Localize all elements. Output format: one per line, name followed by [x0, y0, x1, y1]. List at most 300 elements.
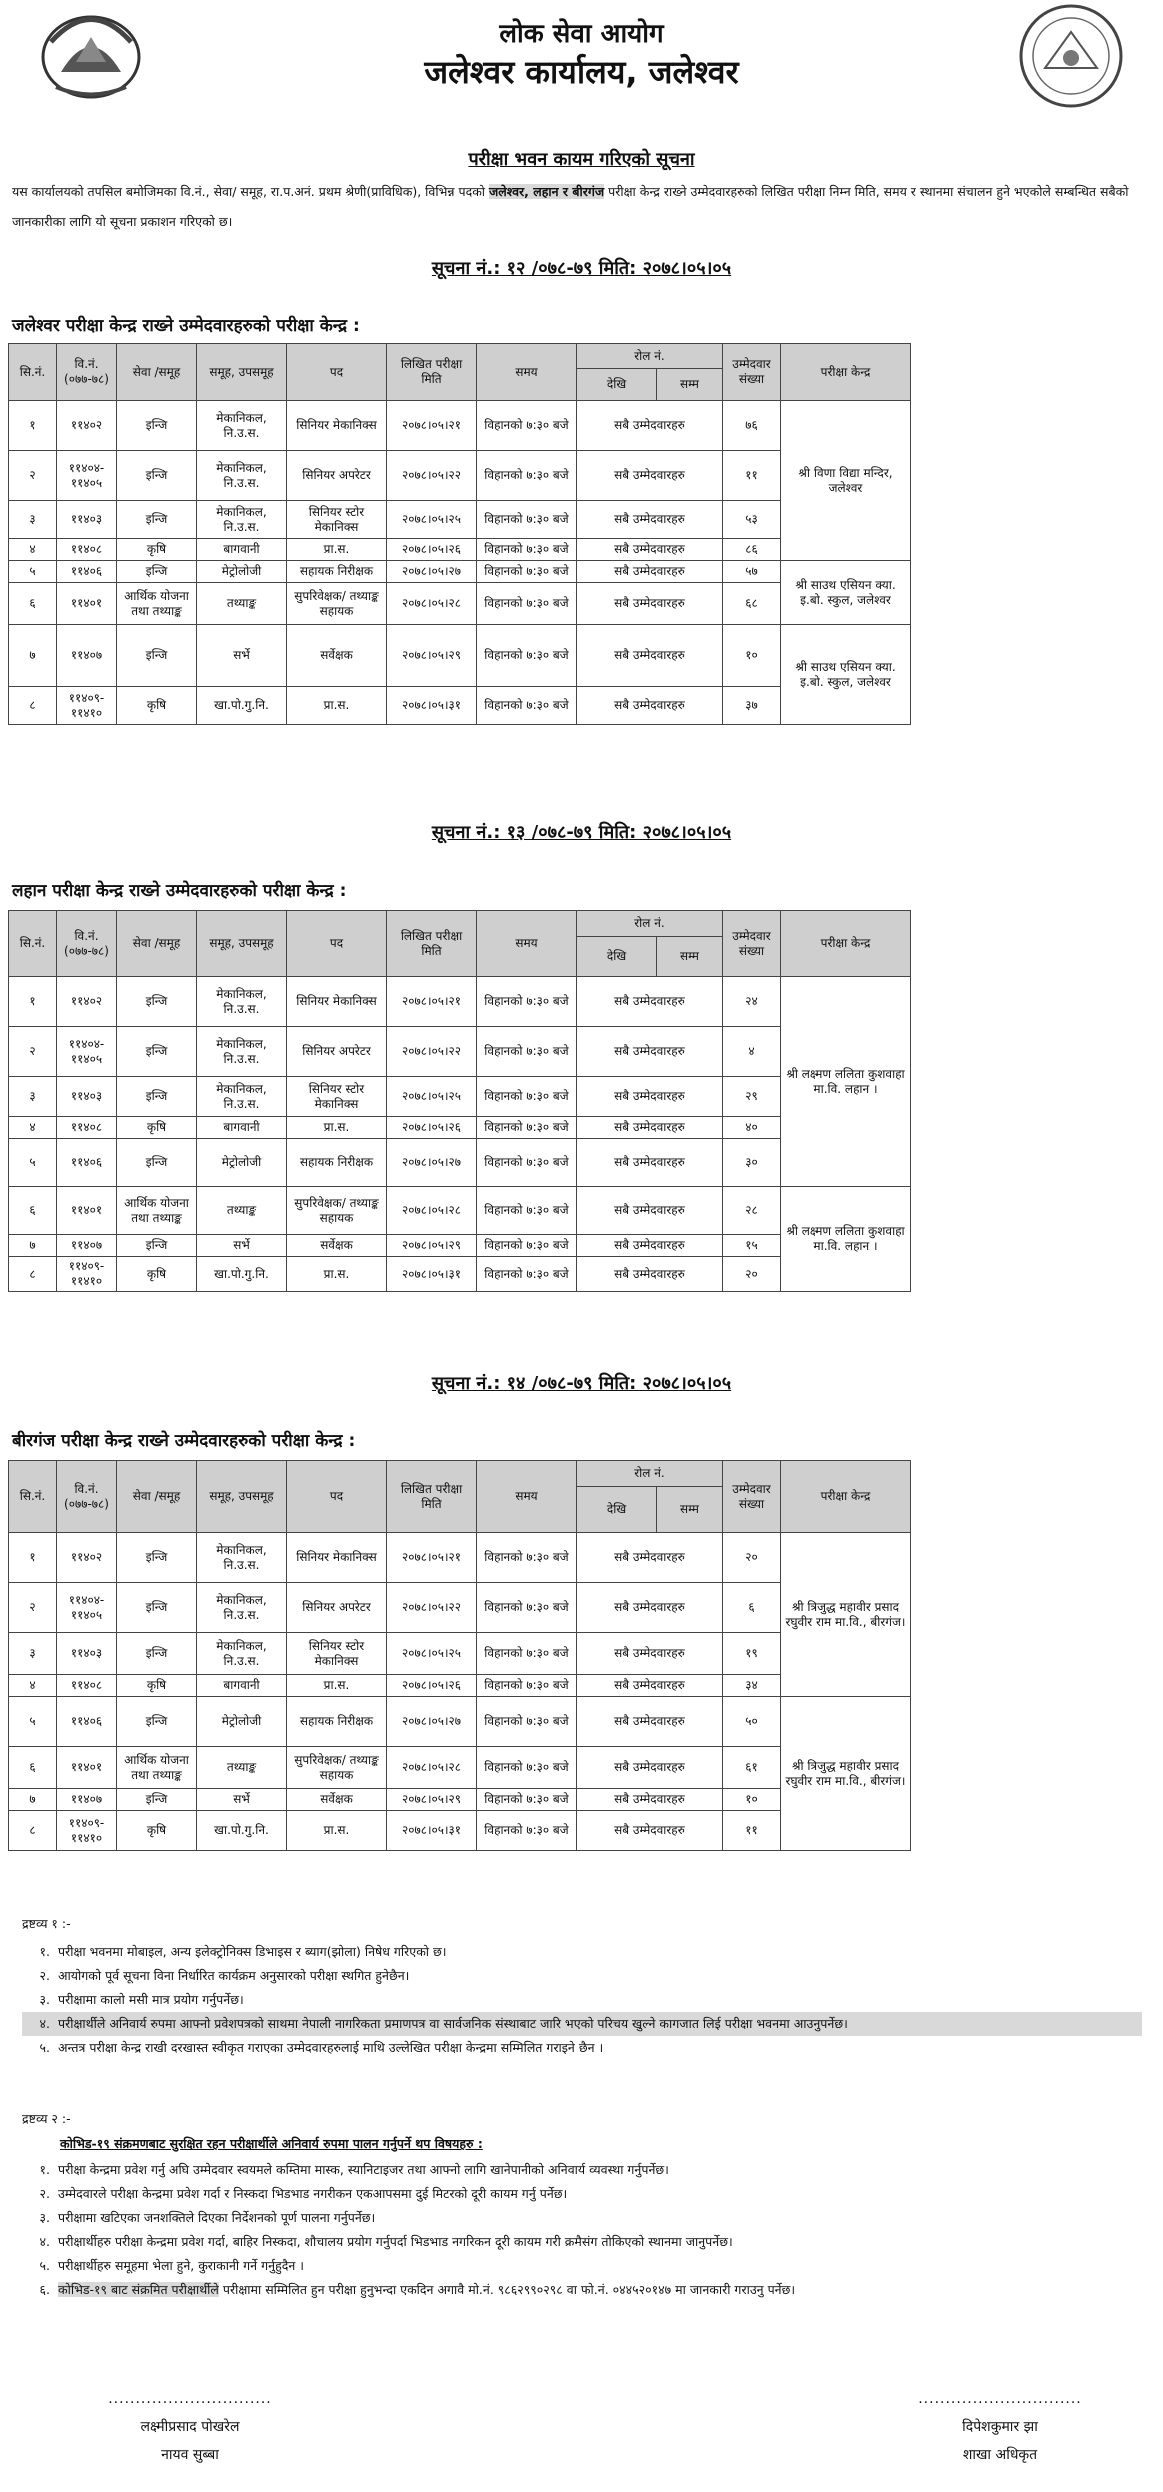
psc-seal-icon	[1015, 2, 1127, 110]
table-row	[9, 1697, 911, 1747]
notes-2-title: द्रष्टव्य २ :-	[22, 2111, 71, 2126]
cell-group: खा.पो.गु.नि.	[197, 1257, 287, 1292]
cell-count: २८	[723, 1187, 781, 1235]
note-item	[22, 1940, 1142, 1964]
cell-time: विहानको ७:३० बजे	[477, 1117, 577, 1139]
cell-post: सिनियर अपरेटर	[287, 1027, 387, 1077]
cell-date: २०७८।०५।२९	[387, 1789, 477, 1811]
header-service: सेवा /समूह	[117, 344, 197, 401]
note-text: परीक्षामा कालो मसी मात्र प्रयोग गर्नुपर्नेछ।	[58, 1992, 244, 2007]
table-row	[9, 1583, 911, 1633]
cell-service: इन्जि	[117, 561, 197, 583]
cell-service: इन्जि	[117, 1027, 197, 1077]
cell-group: बागवानी	[197, 1117, 287, 1139]
cell-count: ८६	[723, 539, 781, 561]
cell-roll: सबै उम्मेदवारहरु	[577, 561, 723, 583]
cell-roll: सबै उम्मेदवारहरु	[577, 1811, 723, 1851]
header-center: परीक्षा केन्द्र	[781, 1461, 911, 1533]
note-item	[22, 1964, 1142, 1988]
cell-date: २०७८।०५।२८	[387, 1187, 477, 1235]
cell-time: विहानको ७:३० बजे	[477, 401, 577, 451]
cell-sn: २	[9, 1027, 57, 1077]
table-row	[9, 539, 911, 561]
header-count: उम्मेदवार संख्या	[723, 911, 781, 977]
notice-number-3: सूचना नं.: १४ /०७८-७९ मिति: २०७८।०५।०५	[431, 1373, 732, 1394]
cell-group: मेट्रोलोजी	[197, 1697, 287, 1747]
cell-sn: ७	[9, 1789, 57, 1811]
cell-roll: सबै उम्मेदवारहरु	[577, 1027, 723, 1077]
cell-roll: सबै उम्मेदवारहरु	[577, 1583, 723, 1633]
cell-sn: ५	[9, 561, 57, 583]
note-text: परीक्षार्थीहरु समूहमा भेला हुने, कुराकानी गर्ने गर्नुहुदैन ।	[58, 2258, 304, 2273]
header-roll: रोल नं.	[577, 1461, 723, 1487]
cell-post: सिनियर मेकानिक्स	[287, 977, 387, 1027]
cell-exam-center: श्री त्रिजुद्ध महावीर प्रसाद रघुवीर राम मा.वि., बीरगंज।	[781, 1533, 911, 1697]
cell-sn: १	[9, 1533, 57, 1583]
table-row	[9, 1747, 911, 1789]
cell-post: प्रा.स.	[287, 1257, 387, 1292]
cell-sn: ७	[9, 1235, 57, 1257]
notice-number-2: सूचना नं.: १३ /०७८-७९ मिति: २०७८।०५।०५	[431, 822, 732, 843]
cell-sn: ३	[9, 1077, 57, 1117]
cell-time: विहानको ७:३० बजे	[477, 1139, 577, 1187]
cell-time: विहानको ७:३० बजे	[477, 977, 577, 1027]
header-adv: वि.नं. (०७७-७८)	[57, 1461, 117, 1533]
table-row	[9, 977, 911, 1027]
letterhead	[0, 0, 1163, 110]
cell-adv: ११४०१	[57, 583, 117, 625]
signatory-name: लक्ष्मीप्रसाद पोखरेल	[140, 2419, 240, 2435]
table-row	[9, 687, 911, 725]
cell-date: २०७८।०५।२६	[387, 539, 477, 561]
cell-adv: ११४०९- ११४१०	[57, 1257, 117, 1292]
cell-date: २०७८।०५।२९	[387, 1235, 477, 1257]
cell-date: २०७८।०५।२८	[387, 583, 477, 625]
cell-adv: ११४०७	[57, 625, 117, 687]
org-name: लोक सेवा आयोग	[499, 19, 664, 49]
cell-group: मेकानिकल, नि.उ.स.	[197, 1077, 287, 1117]
header-count: उम्मेदवार संख्या	[723, 1461, 781, 1533]
cell-date: २०७८।०५।२२	[387, 1583, 477, 1633]
table-row	[9, 451, 911, 501]
cell-roll: सबै उम्मेदवारहरु	[577, 1077, 723, 1117]
cell-roll: सबै उम्मेदवारहरु	[577, 451, 723, 501]
table-row	[9, 625, 911, 687]
table-row	[9, 1235, 911, 1257]
header-center: परीक्षा केन्द्र	[781, 911, 911, 977]
cell-count: ३७	[723, 687, 781, 725]
note-item	[22, 2254, 1142, 2278]
cell-count: १९	[723, 1633, 781, 1675]
header-group: समूह, उपसमूह	[197, 344, 287, 401]
note-item	[22, 2158, 1142, 2182]
cell-roll: सबै उम्मेदवारहरु	[577, 401, 723, 451]
header-roll-to: सम्म	[657, 369, 723, 401]
cell-post: प्रा.स.	[287, 1675, 387, 1697]
cell-service: कृषि	[117, 687, 197, 725]
header-post: पद	[287, 1461, 387, 1533]
cell-service: इन्जि	[117, 1583, 197, 1633]
cell-count: ४	[723, 1027, 781, 1077]
notice-number-1: सूचना नं.: १२ /०७८-७९ मिति: २०७८।०५।०५	[431, 258, 732, 279]
cell-adv: ११४०२	[57, 1533, 117, 1583]
header-sn: सि.नं.	[9, 344, 57, 401]
cell-sn: ६	[9, 1747, 57, 1789]
cell-group: मेकानिकल, नि.उ.स.	[197, 401, 287, 451]
cell-post: सुपरिवेक्षक/ तथ्याङ्क सहायक	[287, 1187, 387, 1235]
cell-sn: ५	[9, 1697, 57, 1747]
cell-service: इन्जि	[117, 1633, 197, 1675]
header-service: सेवा /समूह	[117, 1461, 197, 1533]
cell-sn: ३	[9, 1633, 57, 1675]
cell-adv: ११४०६	[57, 1139, 117, 1187]
office-name: जलेश्वर कार्यालय, जलेश्वर	[424, 53, 739, 91]
cell-service: कृषि	[117, 539, 197, 561]
cell-sn: ३	[9, 501, 57, 539]
note-text: अन्तत्र परीक्षा केन्द्र राखी दरखास्त स्वीकृत गराएका उम्मेदवारहरुलाई माथि उल्लेखित परीक्षा केन्द्रमा सम्मिलित गराइने छैन ।	[58, 2040, 604, 2055]
cell-adv: ११४०८	[57, 1117, 117, 1139]
cell-group: मेकानिकल, नि.उ.स.	[197, 1583, 287, 1633]
cell-roll: सबै उम्मेदवारहरु	[577, 1235, 723, 1257]
cell-sn: ४	[9, 1675, 57, 1697]
cell-post: सहायक निरीक्षक	[287, 1697, 387, 1747]
cell-time: विहानको ७:३० बजे	[477, 1747, 577, 1789]
cell-roll: सबै उम्मेदवारहरु	[577, 977, 723, 1027]
cell-service: कृषि	[117, 1257, 197, 1292]
exam-table-jaleshwar	[8, 343, 911, 725]
cell-post: सहायक निरीक्षक	[287, 1139, 387, 1187]
note-number: १.	[39, 1944, 50, 1959]
cell-date: २०७८।०५।३१	[387, 1811, 477, 1851]
section-heading-1: जलेश्वर परीक्षा केन्द्र राख्ने उम्मेदवारहरुको परीक्षा केन्द्र :	[12, 316, 360, 336]
cell-date: २०७८।०५।२५	[387, 501, 477, 539]
cell-count: १०	[723, 1789, 781, 1811]
note-number: ४.	[39, 2016, 50, 2031]
cell-date: २०७८।०५।३१	[387, 687, 477, 725]
cell-group: खा.पो.गु.नि.	[197, 1811, 287, 1851]
cell-sn: २	[9, 451, 57, 501]
header-post: पद	[287, 344, 387, 401]
cell-adv: ११४०१	[57, 1187, 117, 1235]
signature-left	[70, 2385, 310, 2469]
cell-exam-center: श्री विणा विद्या मन्दिर, जलेश्वर	[781, 401, 911, 561]
signatory-name: दिपेशकुमार झा	[962, 2419, 1038, 2435]
cell-post: सर्वेक्षक	[287, 625, 387, 687]
cell-roll: सबै उम्मेदवारहरु	[577, 1747, 723, 1789]
header-roll-from: देखि	[577, 369, 657, 401]
cell-sn: १	[9, 977, 57, 1027]
cell-count: २४	[723, 977, 781, 1027]
cell-time: विहानको ७:३० बजे	[477, 1077, 577, 1117]
cell-time: विहानको ७:३० बजे	[477, 1235, 577, 1257]
cell-group: मेट्रोलोजी	[197, 561, 287, 583]
cell-service: इन्जि	[117, 1789, 197, 1811]
cell-roll: सबै उम्मेदवारहरु	[577, 1139, 723, 1187]
cell-post: सर्वेक्षक	[287, 1235, 387, 1257]
cell-date: २०७८।०५।२५	[387, 1633, 477, 1675]
notes-1	[22, 1915, 1142, 2060]
header-roll: रोल नं.	[577, 344, 723, 369]
note-number: २.	[39, 1968, 50, 1983]
cell-adv: ११४०३	[57, 1633, 117, 1675]
header-service: सेवा /समूह	[117, 911, 197, 977]
cell-sn: ४	[9, 539, 57, 561]
cell-sn: ८	[9, 1811, 57, 1851]
cell-roll: सबै उम्मेदवारहरु	[577, 1697, 723, 1747]
intro-highlight: जलेश्वर, लहान र बीरगंज	[489, 184, 605, 199]
cell-service: इन्जि	[117, 1533, 197, 1583]
cell-exam-center: श्री साउथ एसियन क्या. इ.बो. स्कुल, जलेश्वर	[781, 561, 911, 625]
cell-post: प्रा.स.	[287, 539, 387, 561]
cell-date: २०७८।०५।२२	[387, 451, 477, 501]
cell-time: विहानको ७:३० बजे	[477, 583, 577, 625]
covid-heading: कोभिड-१९ संक्रमणबाट सुरक्षित रहन परीक्षार्थीले अनिवार्य रुपमा पालन गर्नुपर्ने थप विषयहरु :	[60, 2136, 483, 2151]
cell-count: ७६	[723, 401, 781, 451]
cell-adv: ११४०६	[57, 561, 117, 583]
cell-count: ५३	[723, 501, 781, 539]
cell-time: विहानको ७:३० बजे	[477, 1675, 577, 1697]
cell-date: २०७८।०५।२२	[387, 1027, 477, 1077]
cell-group: सर्भे	[197, 1235, 287, 1257]
cell-time: विहानको ७:३० बजे	[477, 561, 577, 583]
cell-date: २०७८।०५।२६	[387, 1117, 477, 1139]
cell-service: इन्जि	[117, 1139, 197, 1187]
header-time: समय	[477, 344, 577, 401]
note-item	[22, 2230, 1142, 2254]
note-text: परीक्षार्थीहरु परीक्षा केन्द्रमा प्रवेश गर्दा, बाहिर निस्कदा, शौचालय प्रयोग गर्नुपर्दा भिडभाड नगरिकन दूरी कायम गरी क्रमैसंग तोकिएको स्थानमा जानुपर्नेछ।	[58, 2234, 733, 2249]
cell-adv: ११४०२	[57, 401, 117, 451]
note-number: ४.	[39, 2234, 50, 2249]
cell-count: ३४	[723, 1675, 781, 1697]
cell-time: विहानको ७:३० बजे	[477, 1583, 577, 1633]
cell-group: मेकानिकल, नि.उ.स.	[197, 1633, 287, 1675]
header-time: समय	[477, 1461, 577, 1533]
header-center: परीक्षा केन्द्र	[781, 344, 911, 401]
header-roll: रोल नं.	[577, 911, 723, 937]
cell-group: मेकानिकल, नि.उ.स.	[197, 1533, 287, 1583]
cell-post: प्रा.स.	[287, 1117, 387, 1139]
table-row	[9, 1117, 911, 1139]
header-date: लिखित परीक्षा मिति	[387, 911, 477, 977]
cell-sn: ६	[9, 1187, 57, 1235]
cell-exam-center: श्री लक्ष्मण ललिता कुशवाहा मा.वि. लहान ।	[781, 1187, 911, 1292]
cell-sn: ५	[9, 1139, 57, 1187]
cell-date: २०७८।०५।२८	[387, 1747, 477, 1789]
header-count: उम्मेदवार संख्या	[723, 344, 781, 401]
exam-table-birgunj	[8, 1460, 911, 1851]
header-post: पद	[287, 911, 387, 977]
cell-count: ५७	[723, 561, 781, 583]
note-item	[22, 2182, 1142, 2206]
cell-count: २९	[723, 1077, 781, 1117]
cell-adv: ११४०९- ११४१०	[57, 687, 117, 725]
notes-1-title: द्रष्टव्य १ :-	[22, 1916, 71, 1931]
notes-1-list	[22, 1940, 1142, 2060]
cell-date: २०७८।०५।२७	[387, 1139, 477, 1187]
cell-adv: ११४०६	[57, 1697, 117, 1747]
cell-post: सिनियर स्टोर मेकानिक्स	[287, 1633, 387, 1675]
cell-service: कृषि	[117, 1811, 197, 1851]
header-sn: सि.नं.	[9, 911, 57, 977]
table-row	[9, 1675, 911, 1697]
note-number: २.	[39, 2186, 50, 2201]
signatory-title: शाखा अधिकृत	[962, 2447, 1038, 2463]
signature-line: ..............................	[918, 2391, 1082, 2407]
cell-service: इन्जि	[117, 1077, 197, 1117]
cell-time: विहानको ७:३० बजे	[477, 501, 577, 539]
cell-adv: ११४०४- ११४०५	[57, 451, 117, 501]
cell-service: इन्जि	[117, 977, 197, 1027]
cell-post: सुपरिवेक्षक/ तथ्याङ्क सहायक	[287, 1747, 387, 1789]
cell-roll: सबै उम्मेदवारहरु	[577, 625, 723, 687]
table-row	[9, 501, 911, 539]
cell-adv: ११४०३	[57, 1077, 117, 1117]
cell-sn: २	[9, 1583, 57, 1633]
header-roll-to: सम्म	[657, 937, 723, 977]
note-number: १.	[39, 2162, 50, 2177]
cell-sn: ८	[9, 687, 57, 725]
cell-exam-center: श्री साउथ एसियन क्या. इ.बो. स्कुल, जलेश्वर	[781, 625, 911, 725]
cell-group: बागवानी	[197, 539, 287, 561]
cell-sn: ६	[9, 583, 57, 625]
note-text: परीक्षामा खटिएका जनशक्तिले दिएका निर्देशनको पूर्ण पालना गर्नुपर्नेछ।	[58, 2210, 376, 2225]
cell-date: २०७८।०५।२९	[387, 625, 477, 687]
signature-right	[880, 2385, 1120, 2469]
cell-service: इन्जि	[117, 625, 197, 687]
table-row	[9, 1633, 911, 1675]
cell-group: तथ्याङ्क	[197, 1187, 287, 1235]
header-roll-from: देखि	[577, 1487, 657, 1533]
exam-table-lahan	[8, 910, 911, 1292]
cell-date: २०७८।०५।२६	[387, 1675, 477, 1697]
cell-post: सिनियर मेकानिक्स	[287, 401, 387, 451]
cell-post: सिनियर अपरेटर	[287, 451, 387, 501]
header-date: लिखित परीक्षा मिति	[387, 344, 477, 401]
cell-count: ६	[723, 1583, 781, 1633]
cell-adv: ११४०७	[57, 1235, 117, 1257]
cell-sn: ४	[9, 1117, 57, 1139]
cell-date: २०७८।०५।२१	[387, 401, 477, 451]
cell-post: प्रा.स.	[287, 687, 387, 725]
cell-post: सर्वेक्षक	[287, 1789, 387, 1811]
cell-date: २०७८।०५।२७	[387, 1697, 477, 1747]
table-row	[9, 561, 911, 583]
header-adv: वि.नं. (०७७-७८)	[57, 344, 117, 401]
cell-roll: सबै उम्मेदवारहरु	[577, 1117, 723, 1139]
note-item	[22, 1988, 1142, 2012]
cell-adv: ११४०८	[57, 539, 117, 561]
cell-roll: सबै उम्मेदवारहरु	[577, 501, 723, 539]
cell-date: २०७८।०५।३१	[387, 1257, 477, 1292]
cell-time: विहानको ७:३० बजे	[477, 539, 577, 561]
cell-post: सिनियर मेकानिक्स	[287, 1533, 387, 1583]
cell-service: आर्थिक योजना तथा तथ्याङ्क	[117, 1187, 197, 1235]
cell-service: इन्जि	[117, 401, 197, 451]
cell-sn: १	[9, 401, 57, 451]
cell-service: इन्जि	[117, 1235, 197, 1257]
cell-group: सर्भे	[197, 625, 287, 687]
signature-line: ..............................	[108, 2391, 272, 2407]
cell-sn: ८	[9, 1257, 57, 1292]
intro-text-after: परीक्षा केन्द्र राख्ने उम्मेदवारहरुको लिखित परीक्षा निम्न मिति, समय र स्थानमा संचालन हुने भएकोले सम्बन्धित सबैको जानकारीका लागि यो सूचना प्रकाशन गरिएको छ।	[12, 184, 1129, 229]
cell-count: ६८	[723, 583, 781, 625]
cell-post: सिनियर अपरेटर	[287, 1583, 387, 1633]
note-number: ६.	[39, 2282, 50, 2297]
notice-title: परीक्षा भवन कायम गरिएको सूचना	[468, 149, 695, 170]
cell-count: १५	[723, 1235, 781, 1257]
section-heading-3: बीरगंज परीक्षा केन्द्र राख्ने उम्मेदवारहरुको परीक्षा केन्द्र :	[12, 1431, 356, 1451]
notes-2-list	[22, 2158, 1142, 2302]
cell-count: ५०	[723, 1697, 781, 1747]
cell-adv: ११४०१	[57, 1747, 117, 1789]
cell-time: विहानको ७:३० बजे	[477, 1811, 577, 1851]
cell-post: सहायक निरीक्षक	[287, 561, 387, 583]
cell-roll: सबै उम्मेदवारहरु	[577, 1633, 723, 1675]
cell-group: बागवानी	[197, 1675, 287, 1697]
header-sn: सि.नं.	[9, 1461, 57, 1533]
header-date: लिखित परीक्षा मिति	[387, 1461, 477, 1533]
table-row	[9, 1027, 911, 1077]
header-roll-from: देखि	[577, 937, 657, 977]
cell-count: ११	[723, 451, 781, 501]
table-row	[9, 401, 911, 451]
cell-group: सर्भे	[197, 1789, 287, 1811]
header-group: समूह, उपसमूह	[197, 911, 287, 977]
table-row	[9, 583, 911, 625]
cell-time: विहानको ७:३० बजे	[477, 687, 577, 725]
cell-post: प्रा.स.	[287, 1811, 387, 1851]
cell-group: तथ्याङ्क	[197, 1747, 287, 1789]
header-roll-to: सम्म	[657, 1487, 723, 1533]
cell-time: विहानको ७:३० बजे	[477, 1633, 577, 1675]
cell-time: विहानको ७:३० बजे	[477, 451, 577, 501]
header-adv: वि.नं. (०७७-७८)	[57, 911, 117, 977]
cell-service: इन्जि	[117, 501, 197, 539]
cell-group: खा.पो.गु.नि.	[197, 687, 287, 725]
note-item	[22, 2036, 1142, 2060]
cell-adv: ११४०३	[57, 501, 117, 539]
note-text: आयोगको पूर्व सूचना विना निर्धारित कार्यक्रम अनुसारको परीक्षा स्थगित हुनेछैन।	[58, 1968, 410, 1983]
cell-time: विहानको ७:३० बजे	[477, 625, 577, 687]
section-heading-2: लहान परीक्षा केन्द्र राख्ने उम्मेदवारहरुको परीक्षा केन्द्र :	[12, 881, 347, 901]
cell-time: विहानको ७:३० बजे	[477, 1697, 577, 1747]
note-number: ५.	[39, 2040, 50, 2055]
cell-adv: ११४०४- ११४०५	[57, 1583, 117, 1633]
cell-count: ११	[723, 1811, 781, 1851]
header-time: समय	[477, 911, 577, 977]
cell-roll: सबै उम्मेदवारहरु	[577, 539, 723, 561]
cell-roll: सबै उम्मेदवारहरु	[577, 1187, 723, 1235]
cell-service: इन्जि	[117, 451, 197, 501]
cell-group: मेकानिकल, नि.उ.स.	[197, 1027, 287, 1077]
cell-group: मेट्रोलोजी	[197, 1139, 287, 1187]
cell-roll: सबै उम्मेदवारहरु	[577, 1533, 723, 1583]
header-group: समूह, उपसमूह	[197, 1461, 287, 1533]
note-item-highlighted	[22, 2012, 1142, 2036]
cell-date: २०७८।०५।२७	[387, 561, 477, 583]
table-row	[9, 1257, 911, 1292]
cell-adv: ११४०९- ११४१०	[57, 1811, 117, 1851]
cell-roll: सबै उम्मेदवारहरु	[577, 1789, 723, 1811]
cell-post: सुपरिवेक्षक/ तथ्याङ्क सहायक	[287, 583, 387, 625]
table-row	[9, 1139, 911, 1187]
cell-adv: ११४०२	[57, 977, 117, 1027]
cell-group: तथ्याङ्क	[197, 583, 287, 625]
note-number: ३.	[39, 2210, 50, 2225]
note-text: परीक्षा केन्द्रमा प्रवेश गर्नु अघि उम्मेदवार स्वयमले कम्तिमा मास्क, स्यानिटाइजर तथा आफ्नो लागि खानेपानीको अनिवार्य व्यवस्था गर्नुपर्नेछ।	[58, 2162, 669, 2177]
cell-roll: सबै उम्मेदवारहरु	[577, 1257, 723, 1292]
cell-date: २०७८।०५।२१	[387, 1533, 477, 1583]
